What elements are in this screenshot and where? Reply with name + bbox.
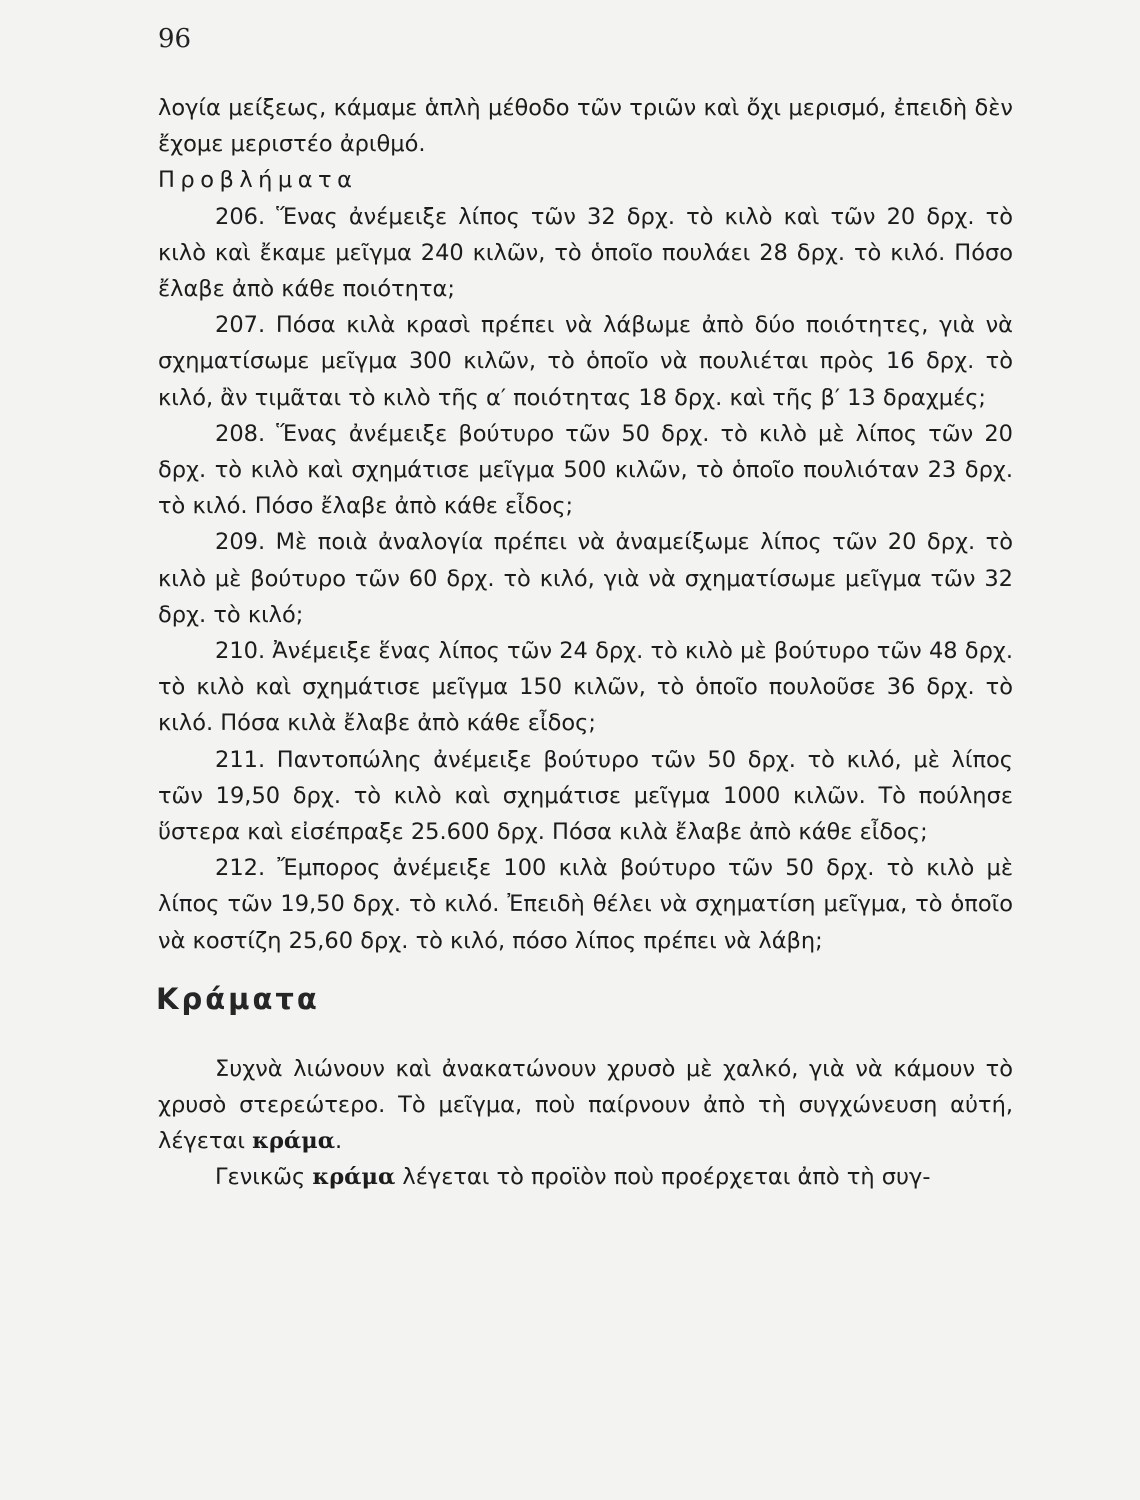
- problems-heading: Προβλήματα: [158, 167, 358, 194]
- alloy-p1-end: .: [335, 1128, 343, 1155]
- problem-210: 210. Ἀνέμειξε ἕνας λίπος τῶν 24 δρχ. τὸ κιλὸ μὲ βούτυρο τῶν 48 δρχ. τὸ κιλὸ καὶ σχημάτισε μεῖγμα 150 κιλῶν, τὸ ὁποῖο πουλοῦσε 36 δρχ. τὸ κιλό. Πόσα κιλὰ ἔλαβε ἀπὸ κάθε εἶδος;: [158, 638, 1013, 737]
- section-title: Κράματα: [156, 981, 320, 1016]
- problem-209: 209. Μὲ ποιὰ ἀναλογία πρέπει νὰ ἀναμείξωμε λίπος τῶν 20 δρχ. τὸ κιλὸ μὲ βούτυρο τῶν 60 δρχ. τὸ κιλό, γιὰ νὰ σχηματίσωμε μεῖγμα τῶν 32 δρχ. τὸ κιλό;: [158, 529, 1013, 628]
- alloy-p1-text: Συχνὰ λιώνουν καὶ ἀνακατώνουν χρυσὸ μὲ χαλκό, γιὰ νὰ κάμουν τὸ χρυσὸ στερεώτερο. Τὸ μεῖγμα, ποὺ παίρνουν ἀπὸ τὴ συγχώνευση αὐτή, λέγεται: [158, 1055, 1013, 1155]
- alloy-p2-end: λέγεται τὸ προϊὸν ποὺ προέρχεται ἀπὸ τὴ συγ-: [395, 1164, 931, 1191]
- intro-paragraph: λογία μείξεως, κάμαμε ἁπλὴ μέθοδο τῶν τριῶν καὶ ὄχι μερισμό, ἐπειδὴ δὲν ἔχομε μεριστέο ἀριθμό.: [158, 95, 1013, 158]
- problem-206: 206. Ἕνας ἀνέμειξε λίπος τῶν 32 δρχ. τὸ κιλὸ καὶ τῶν 20 δρχ. τὸ κιλὸ καὶ ἔκαμε μεῖγμα 240 κιλῶν, τὸ ὁποῖο πουλάει 28 δρχ. τὸ κιλό. Πόσο ἔλαβε ἀπὸ κάθε ποιότητα;: [158, 203, 1013, 303]
- alloy-paragraph-1: [158, 1051, 1013, 1160]
- problem-207: 207. Πόσα κιλὰ κρασὶ πρέπει νὰ λάβωμε ἀπὸ δύο ποιότητες, γιὰ νὰ σχηματίσωμε μεῖγμα 300 κιλῶν, τὸ ὁποῖο νὰ πουλιέται πρὸς 16 δρχ. τὸ κιλό, ἂν τιμᾶται τὸ κιλὸ τῆς α′ ποιότητας 18 δρχ. καὶ τῆς β′ 13 δραχμές;: [158, 312, 1013, 411]
- alloy-p2-text: Γενικῶς: [215, 1164, 313, 1191]
- alloy-term-1: κράμα: [252, 1128, 336, 1155]
- problem-211: 211. Παντοπώλης ἀνέμειξε βούτυρο τῶν 50 δρχ. τὸ κιλό, μὲ λίπος τῶν 19,50 δρχ. τὸ κιλὸ καὶ σχημάτισε μεῖγμα 1000 κιλῶν. Τὸ πούλησε ὕστερα καὶ εἰσέπραξε 25.600 δρχ. Πόσα κιλὰ ἔλαβε ἀπὸ κάθε εἶδος;: [158, 746, 1013, 846]
- problem-208: 208. Ἕνας ἀνέμειξε βούτυρο τῶν 50 δρχ. τὸ κιλὸ μὲ λίπος τῶν 20 δρχ. τὸ κιλὸ καὶ σχημάτισε μεῖγμα 500 κιλῶν, τὸ ὁποῖο πουλιόταν 23 δρχ. τὸ κιλό. Πόσο ἔλαβε ἀπὸ κάθε εἶδος;: [158, 420, 1013, 520]
- page-number: 96: [158, 24, 192, 54]
- alloy-term-2: κράμα: [312, 1164, 396, 1191]
- page-body: [158, 90, 1013, 1196]
- alloy-paragraph-2: [158, 1159, 1013, 1195]
- problem-212: 212. Ἔμπορος ἀνέμειξε 100 κιλὰ βούτυρο τῶν 50 δρχ. τὸ κιλὸ μὲ λίπος τῶν 19,50 δρχ. τὸ κιλό. Ἐπειδὴ θέλει νὰ σχηματίση μεῖγμα, τὸ ὁποῖο νὰ κοστίζη 25,60 δρχ. τὸ κιλό, πόσο λίπος πρέπει νὰ λάβη;: [158, 855, 1013, 954]
